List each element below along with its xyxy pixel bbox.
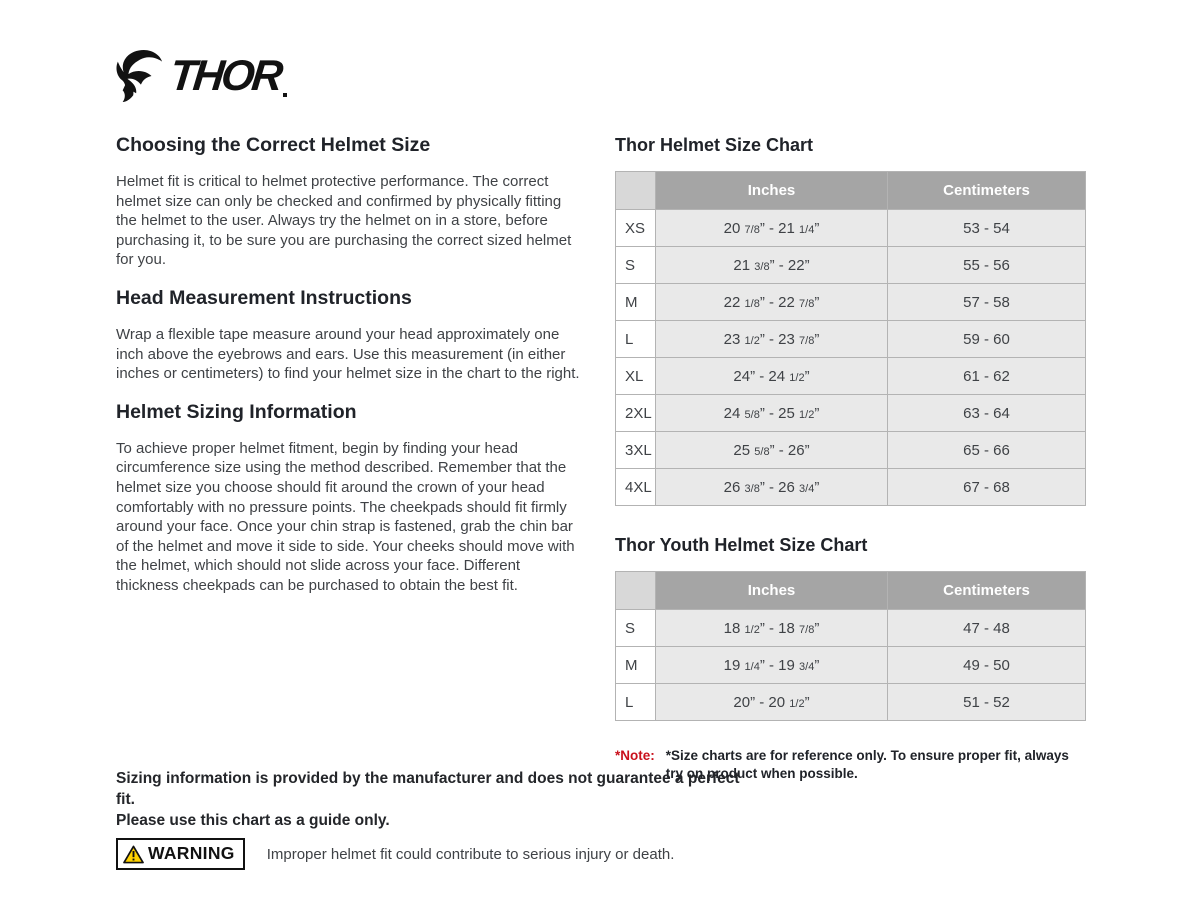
size-cell: S <box>616 247 656 284</box>
inches-cell: 18 1/2” - 18 7/8” <box>656 610 888 647</box>
fraction: 7/8 <box>799 334 815 347</box>
section-heading: Helmet Sizing Information <box>116 400 357 423</box>
fraction: 5/8 <box>744 408 760 421</box>
centimeters-cell: 67 - 68 <box>888 469 1086 506</box>
centimeters-cell: 61 - 62 <box>888 358 1086 395</box>
fraction: 3/4 <box>799 660 815 673</box>
centimeters-cell: 47 - 48 <box>888 610 1086 647</box>
warning-row <box>116 838 674 870</box>
centimeters-cell: 53 - 54 <box>888 210 1086 247</box>
centimeters-cell: 51 - 52 <box>888 684 1086 721</box>
fraction: 3/4 <box>799 482 815 495</box>
youth-size-chart-table <box>615 571 1086 721</box>
fraction: 7/8 <box>799 297 815 310</box>
size-cell: M <box>616 647 656 684</box>
brand-logo <box>114 46 287 106</box>
inches-cell: 25 5/8” - 26” <box>656 432 888 469</box>
size-cell: L <box>616 321 656 358</box>
inches-cell: 23 1/2” - 23 7/8” <box>656 321 888 358</box>
corner-header-cell <box>616 572 656 610</box>
chart-title-youth: Thor Youth Helmet Size Chart <box>615 535 868 555</box>
warning-triangle-icon <box>123 845 144 864</box>
column-header-inches: Inches <box>656 172 888 210</box>
warning-label: WARNING <box>148 843 235 864</box>
header-row <box>616 172 1086 210</box>
table-row <box>616 469 1086 506</box>
disclaimer-line-2: Please use this chart as a guide only. <box>116 812 390 829</box>
centimeters-cell: 59 - 60 <box>888 321 1086 358</box>
section-head-measurement <box>116 287 586 384</box>
table-row <box>616 210 1086 247</box>
header-row <box>616 572 1086 610</box>
table-row <box>616 432 1086 469</box>
fraction: 1/8 <box>744 297 760 310</box>
fraction: 7/8 <box>799 623 815 636</box>
table-row <box>616 247 1086 284</box>
column-header-inches: Inches <box>656 572 888 610</box>
inches-cell: 24 5/8” - 25 1/2” <box>656 395 888 432</box>
section-body: To achieve proper helmet fitment, begin by finding your head circumference size using the method described. Remember that the helmet size you choose should fit around the crown of your head comfortably with no pressure points. The cheekpads should fit firmly around your face. Once your chin strap is fastened, grab the chin bar of the helmet and move it side to side. Your cheeks should move with the helmet, which should not slide across your face. Different thickness cheekpads can be purchased to obtain the best fit. <box>116 439 575 594</box>
warning-box <box>116 838 245 870</box>
fraction: 7/8 <box>744 223 760 236</box>
size-cell: S <box>616 610 656 647</box>
corner-header-cell <box>616 172 656 210</box>
inches-cell: 26 3/8” - 26 3/4” <box>656 469 888 506</box>
section-body: Helmet fit is critical to helmet protective performance. The correct helmet size can only be checked and confirmed by physically fitting the helmet to the user. Always try the helmet on in a store, before purchasing it, to be sure you are purchasing the correct sized helmet for you. <box>116 173 572 269</box>
centimeters-cell: 55 - 56 <box>888 247 1086 284</box>
centimeters-cell: 57 - 58 <box>888 284 1086 321</box>
section-choosing-size <box>116 134 586 270</box>
column-header-centimeters: Centimeters <box>888 172 1086 210</box>
fraction: 1/2 <box>744 334 760 347</box>
chart-title-adult: Thor Helmet Size Chart <box>615 135 814 155</box>
inches-cell: 20” - 20 1/2” <box>656 684 888 721</box>
inches-cell: 19 1/4” - 19 3/4” <box>656 647 888 684</box>
fraction: 1/2 <box>789 697 805 710</box>
warning-text: Improper helmet fit could contribute to serious injury or death. <box>266 845 675 863</box>
size-cell: 2XL <box>616 395 656 432</box>
table-row <box>616 684 1086 721</box>
brand-wordmark: THOR <box>167 51 283 100</box>
inches-cell: 20 7/8” - 21 1/4” <box>656 210 888 247</box>
centimeters-cell: 63 - 64 <box>888 395 1086 432</box>
size-cell: 3XL <box>616 432 656 469</box>
manufacturer-disclaimer <box>116 768 756 831</box>
section-body: Wrap a flexible tape measure around your head approximately one inch above the eyebrows and ears. Use this measurement (in either inches or centimeters) to find your helmet size in the chart to the right. <box>116 325 580 383</box>
registered-mark-dot <box>283 93 287 97</box>
size-cell: 4XL <box>616 469 656 506</box>
fraction: 3/8 <box>754 260 770 273</box>
centimeters-cell: 49 - 50 <box>888 647 1086 684</box>
fraction: 1/4 <box>799 223 815 236</box>
size-cell: M <box>616 284 656 321</box>
inches-cell: 24” - 24 1/2” <box>656 358 888 395</box>
table-row <box>616 647 1086 684</box>
centimeters-cell: 65 - 66 <box>888 432 1086 469</box>
table-row <box>616 284 1086 321</box>
fraction: 5/8 <box>754 445 770 458</box>
fraction: 1/4 <box>744 660 760 673</box>
info-column <box>116 134 586 613</box>
size-cell: XL <box>616 358 656 395</box>
inches-cell: 21 3/8” - 22” <box>656 247 888 284</box>
table-row <box>616 395 1086 432</box>
inches-cell: 22 1/8” - 22 7/8” <box>656 284 888 321</box>
column-header-centimeters: Centimeters <box>888 572 1086 610</box>
section-sizing-information <box>116 401 586 596</box>
fraction: 1/2 <box>789 371 805 384</box>
adult-size-chart-table <box>615 171 1086 506</box>
note-text: *Size charts are for reference only. To ensure proper fit, always try on product when possible. <box>665 748 1069 781</box>
section-heading: Choosing the Correct Helmet Size <box>116 134 431 156</box>
fraction: 1/2 <box>744 623 760 636</box>
size-cell: L <box>616 684 656 721</box>
charts-column <box>615 134 1085 783</box>
disclaimer-line-1: Sizing information is provided by the manufacturer and does not guarantee a perfect fit. <box>116 770 740 808</box>
section-heading: Head Measurement Instructions <box>116 286 412 309</box>
size-cell: XS <box>616 210 656 247</box>
fraction: 3/8 <box>744 482 760 495</box>
table-row <box>616 610 1086 647</box>
table-row <box>616 321 1086 358</box>
fraction: 1/2 <box>799 408 815 421</box>
thor-goat-icon <box>114 47 164 105</box>
note-label: *Note: <box>615 748 655 763</box>
table-row <box>616 358 1086 395</box>
